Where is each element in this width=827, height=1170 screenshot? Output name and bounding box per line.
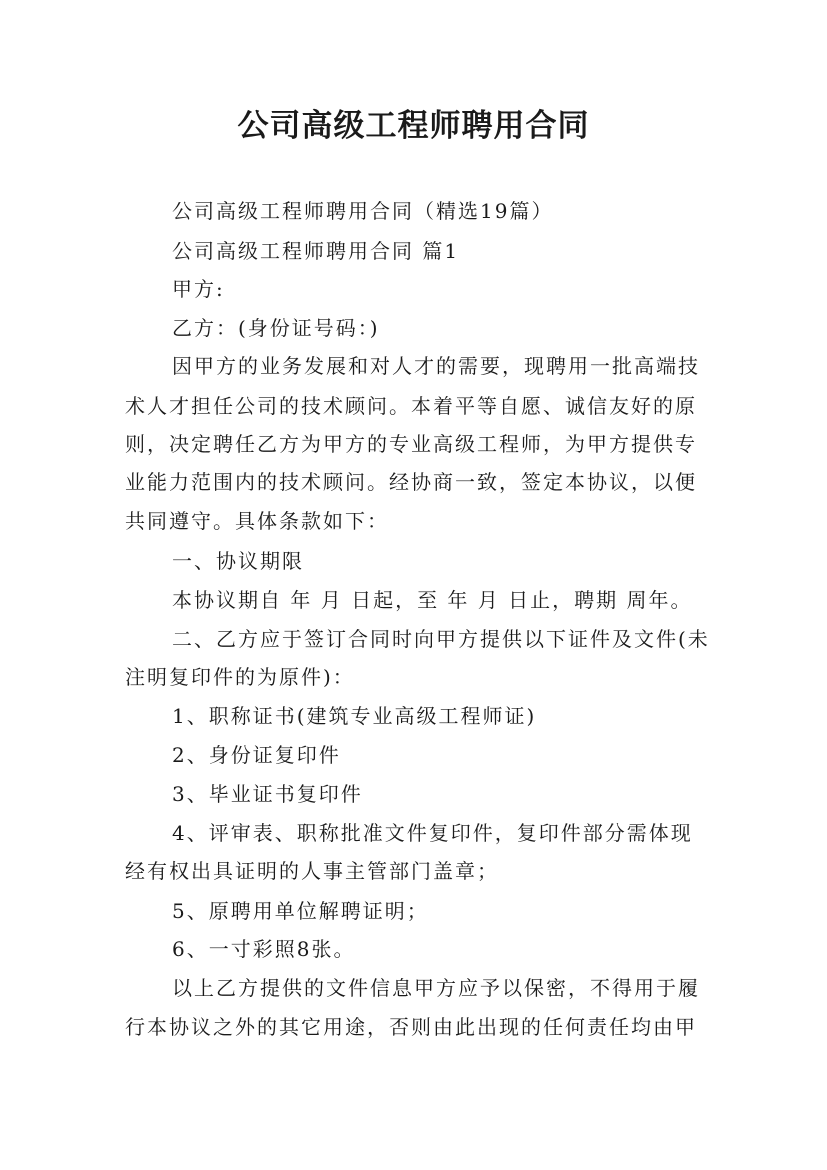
subtitle-line: 公司高级工程师聘用合同（精选19篇） [172, 199, 554, 223]
paragraph-line: 业能力范围内的技术顾问。经协商一致，签定本协议，以便 [125, 470, 697, 494]
list-item: 1、职称证书(建筑专业高级工程师证) [172, 704, 537, 728]
list-item: 5、原聘用单位解聘证明； [172, 899, 429, 923]
list-item: 4、评审表、职称批准文件复印件，复印件部分需体现 [172, 821, 693, 845]
party-b-line: 乙方：(身份证号码：) [172, 316, 380, 340]
paragraph-line: 共同遵守。具体条款如下： [125, 509, 389, 533]
list-item: 3、毕业证书复印件 [172, 782, 363, 806]
paragraph-line: 则，决定聘任乙方为甲方的专业高级工程师，为甲方提供专 [125, 432, 697, 456]
paragraph-line: 术人才担任公司的技术顾问。本着平等自愿、诚信友好的原 [125, 394, 697, 418]
paragraph-line: 注明复印件的为原件)： [125, 665, 355, 689]
paragraph-line: 以上乙方提供的文件信息甲方应予以保密，不得用于履 [172, 976, 700, 1000]
list-item: 2、身份证复印件 [172, 743, 341, 767]
party-a-line: 甲方: [172, 277, 225, 301]
clause-heading: 一、协议期限 [172, 549, 304, 573]
list-item: 6、一寸彩照8张。 [172, 937, 356, 961]
list-item-continuation: 经有权出具证明的人事主管部门盖章； [125, 859, 499, 883]
document-title: 公司高级工程师聘用合同 [237, 108, 590, 144]
section-heading: 公司高级工程师聘用合同 篇1 [172, 239, 460, 263]
clause-heading: 二、乙方应于签订合同时向甲方提供以下证件及文件(未 [172, 627, 710, 651]
paragraph-line: 行本协议之外的其它用途，否则由此出现的任何责任均由甲 [125, 1015, 697, 1039]
paragraph-line: 本协议期自 年 月 日起，至 年 月 日止，聘期 周年。 [172, 588, 693, 612]
paragraph-line: 因甲方的业务发展和对人才的需要，现聘用一批高端技 [172, 354, 700, 378]
